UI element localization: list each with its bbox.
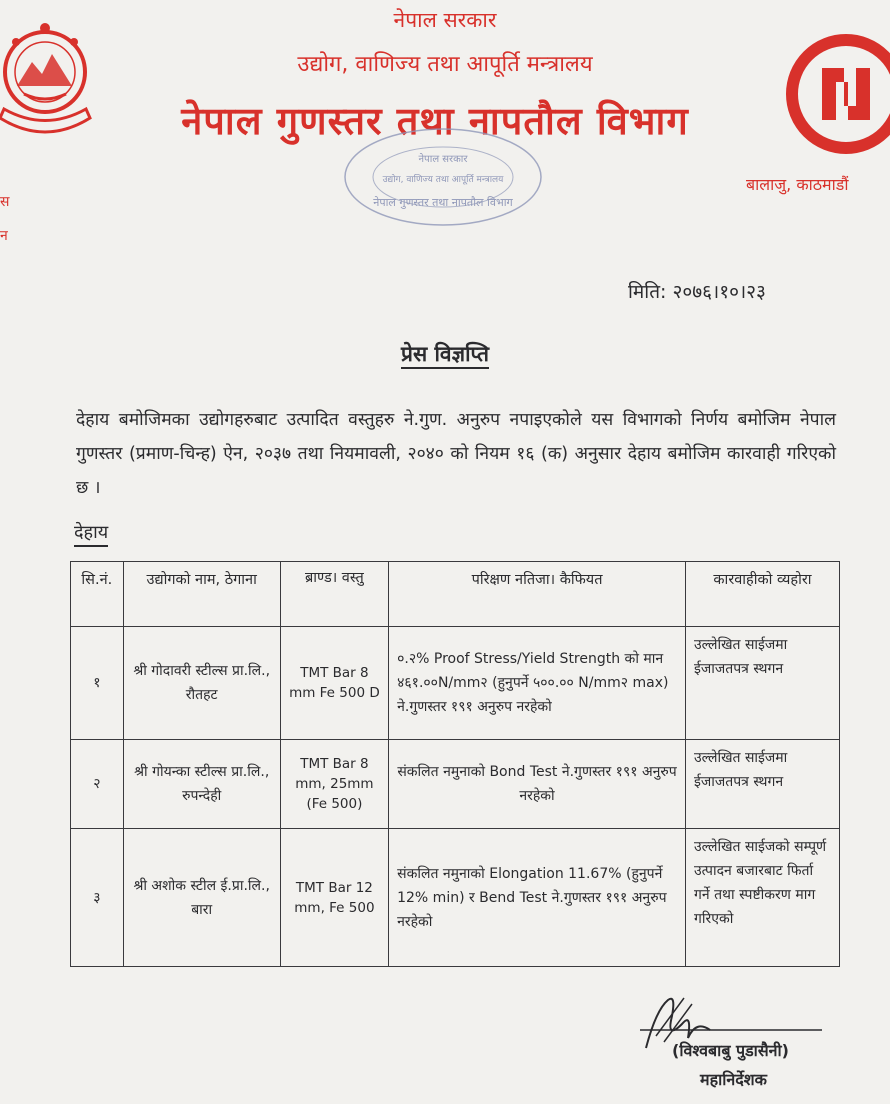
cell-brand: TMT Bar 12 mm, Fe 500 xyxy=(280,829,388,967)
cell-action: उल्लेखित साईजमा ईजाजतपत्र स्थगन xyxy=(685,740,839,829)
cell-action: उल्लेखित साईजमा ईजाजतपत्र स्थगन xyxy=(685,627,839,740)
cell-result: ०.२% Proof Stress/Yield Strength को मान ४६१.००N/mm२ (हुनुपर्ने ५००.०० N/mm२ max) ने.गुणस्तर १९१ अनुरुप नरहेको xyxy=(389,627,686,740)
table-row xyxy=(71,740,840,829)
cell-industry: श्री गोदावरी स्टील्स प्रा.लि., रौतहट xyxy=(123,627,280,740)
seal-line-1: नेपाल सरकार xyxy=(418,154,468,165)
signatory-name: (विश्वबाबु पुडासैनी) xyxy=(672,1041,789,1060)
header-result: परिक्षण नतिजा। कैफियत xyxy=(389,562,686,627)
header-industry: उद्योगको नाम, ठेगाना xyxy=(123,562,280,627)
cell-result: संकलित नमुनाको Bond Test ने.गुणस्तर १९१ अनुरुप नरहेको xyxy=(389,740,686,829)
header-brand: ब्राण्ड। वस्तु xyxy=(280,562,388,627)
office-address: बालाजु, काठमाडौं xyxy=(746,175,849,194)
cell-brand: TMT Bar 8 mm Fe 500 D xyxy=(280,627,388,740)
government-line: नेपाल सरकार xyxy=(393,8,497,32)
left-edge-char-2: न xyxy=(0,228,8,244)
ministry-line: उद्योग, वाणिज्य तथा आपूर्ति मन्त्रालय xyxy=(297,52,593,77)
ns-mark-icon xyxy=(786,34,890,154)
header-action: कारवाहीको व्यहोरा xyxy=(685,562,839,627)
table-row xyxy=(71,627,840,740)
department-title: नेपाल गुणस्तर तथा नापतौल विभाग xyxy=(181,99,689,143)
office-seal-icon xyxy=(338,122,548,232)
press-release-title xyxy=(0,340,890,368)
cell-sn: २ xyxy=(71,740,124,829)
cell-brand: TMT Bar 8 mm, 25mm (Fe 500) xyxy=(280,740,388,829)
action-table xyxy=(70,561,840,967)
issue-date: मिति: २०७६।१०।२३ xyxy=(628,281,766,303)
press-release-title-text: प्रेस विज्ञप्ति xyxy=(401,342,489,369)
seal-line-3: नेपाल गुणस्तर तथा नापतौल विभाग xyxy=(373,196,513,209)
table-row xyxy=(71,829,840,967)
left-edge-char-1: स xyxy=(0,194,10,210)
cell-action: उल्लेखित साईजको सम्पूर्ण उत्पादन बजारबाट फिर्ता गर्ने तथा स्पष्टीकरण माग गरिएको xyxy=(685,829,839,967)
seal-line-2: उद्योग, वाणिज्य तथा आपूर्ति मन्त्रालय xyxy=(382,175,504,185)
cell-industry: श्री अशोक स्टील ई.प्रा.लि., बारा xyxy=(123,829,280,967)
header-sn: सि.नं. xyxy=(71,562,124,627)
list-label: देहाय xyxy=(74,521,108,547)
cell-sn: ३ xyxy=(71,829,124,967)
table-header-row xyxy=(71,562,840,627)
signatory-title: महानिर्देशक xyxy=(700,1070,767,1089)
intro-paragraph: देहाय बमोजिमका उद्योगहरुबाट उत्पादित वस्तुहरु ने.गुण. अनुरुप नपाइएकोले यस विभागको निर्णय बमोजिम नेपाल गुणस्तर (प्रमाण-चिन्ह) ऐन, २०३७ तथा नियमावली, २०४० को नियम १६ (क) अनुसार देहाय बमोजिम कारवाही गरिएको छ । xyxy=(76,410,836,498)
cell-result: संकलित नमुनाको Elongation 11.67% (हुनुपर्ने 12% min) र Bend Test ने.गुणस्तर १९१ अनुरुप नरहेको xyxy=(389,829,686,967)
cell-sn: १ xyxy=(71,627,124,740)
cell-industry: श्री गोयन्का स्टील्स प्रा.लि., रुपन्देही xyxy=(123,740,280,829)
